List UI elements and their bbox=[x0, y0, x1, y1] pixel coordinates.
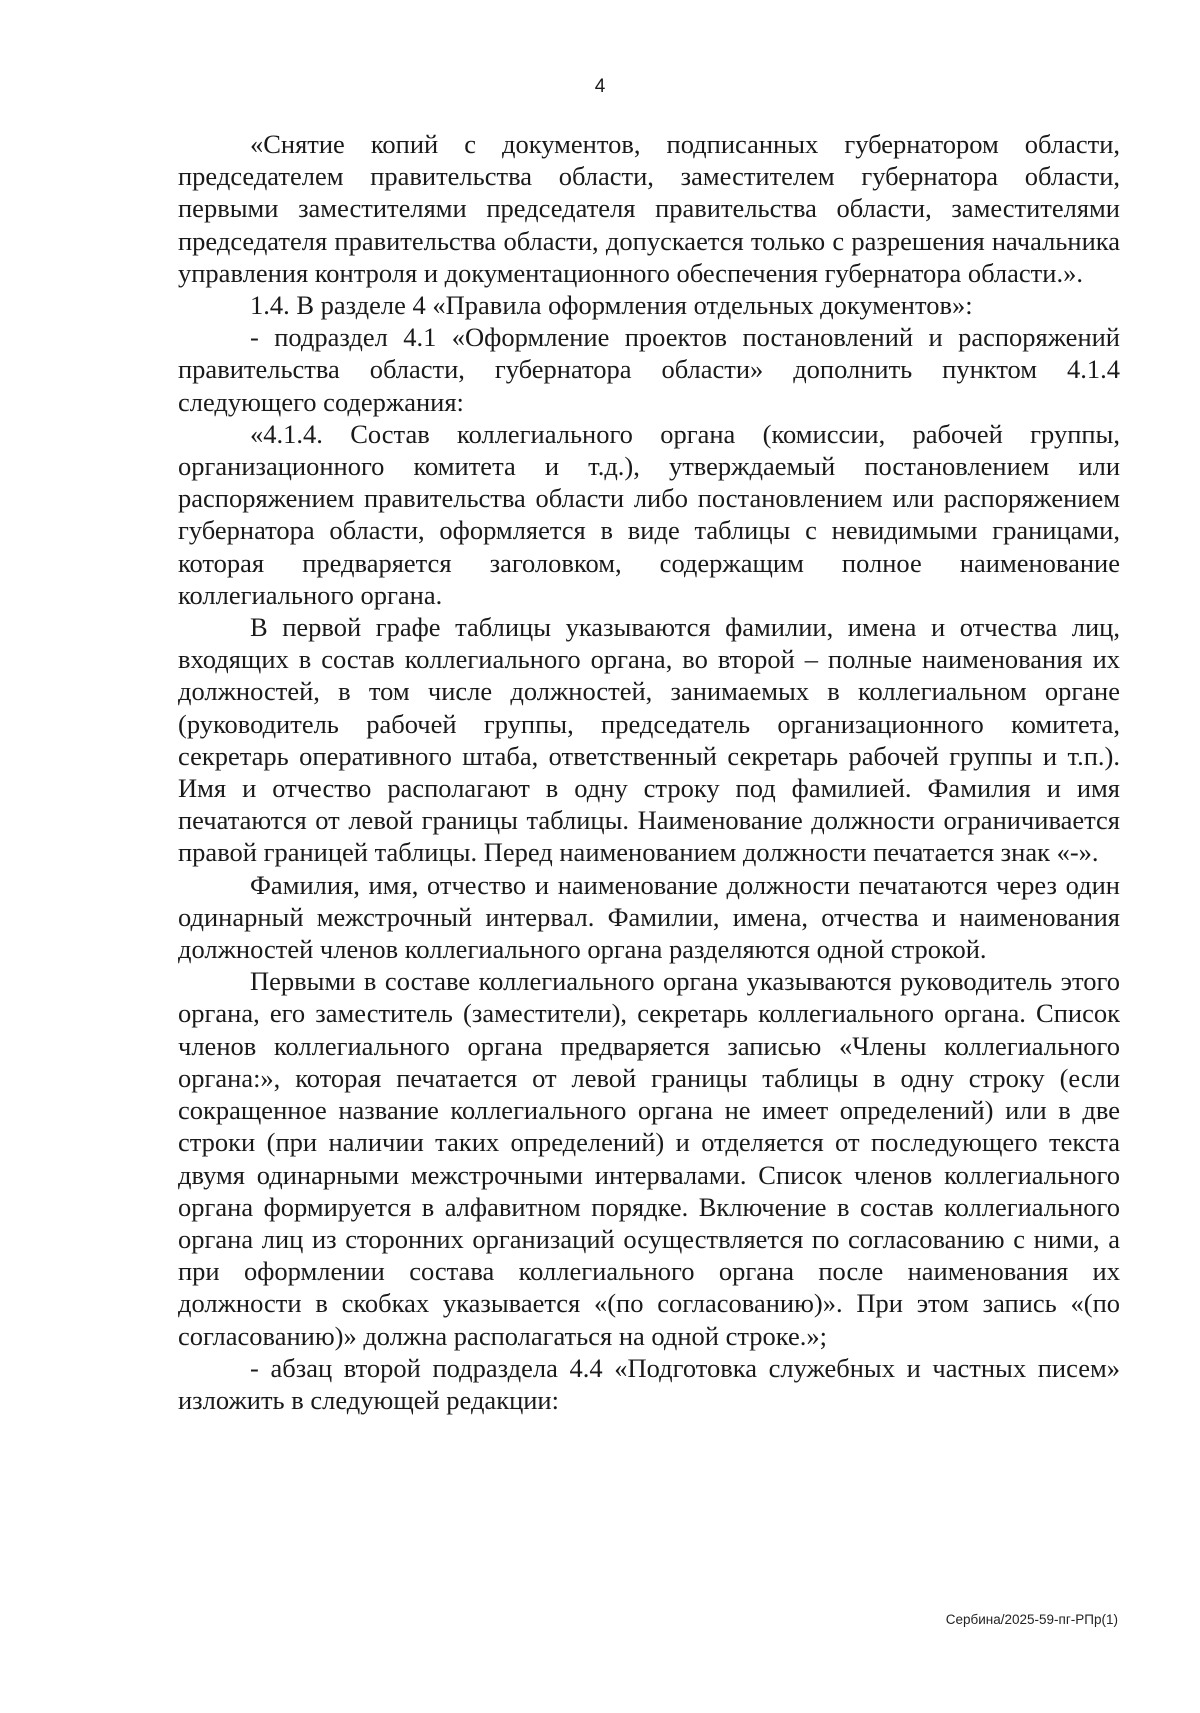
document-code: Сербина/2025-59-пг-РПр(1) bbox=[945, 1612, 1118, 1627]
paragraph: Первыми в составе коллегиального органа указываются руководитель этого органа, его заместитель (заместители), секретарь коллегиального органа. Список членов коллегиального органа предваряется записью «Члены коллегиального органа:», которая печатается от левой границы таблицы в одну строку (если сокращенное название коллегиального органа не имеет определений) или в две строки (при наличии таких определений) и отделяется от последующего текста двумя одинарными межстрочными интервалами. Список членов коллегиального органа формируется в алфавитном порядке. Включение в состав коллегиального органа лиц из сторонних организаций осуществляется по согласованию с ними, а при оформлении состава коллегиального органа после наименования их должности в скобках указывается «(по согласованию)». При этом запись «(по согласованию)» должна располагаться на одной строке.»; bbox=[178, 966, 1120, 1351]
paragraph: Фамилия, имя, отчество и наименование должности печатаются через один одинарный межстрочный интервал. Фамилии, имена, отчества и наименования должностей членов коллегиального органа разделяются одной строкой. bbox=[178, 869, 1120, 965]
paragraph: В первой графе таблицы указываются фамилии, имена и отчества лиц, входящих в состав коллегиального органа, во второй – полные наименования их должностей, в том числе должностей, занимаемых в коллегиальном органе (руководитель рабочей группы, председатель организационного комитета, секретарь оперативного штаба, ответственный секретарь рабочей группы и т.п.). Имя и отчество располагают в одну строку под фамилией. Фамилия и имя печатаются от левой границы таблицы. Наименование должности ограничивается правой границей таблицы. Перед наименованием должности печатается знак «-». bbox=[178, 612, 1120, 868]
page-number: 4 bbox=[594, 76, 606, 97]
paragraph: - абзац второй подраздела 4.4 «Подготовка служебных и частных писем» изложить в следующей редакции: bbox=[178, 1352, 1120, 1415]
paragraph: 1.4. В разделе 4 «Правила оформления отдельных документов»: bbox=[250, 290, 973, 321]
document-body bbox=[178, 128, 1120, 1416]
paragraph: «4.1.4. Состав коллегиального органа (комиссии, рабочей группы, организационного комитета и т.д.), утверждаемый постановлением или распоряжением правительства области либо постановлением или распоряжением губернатора области, оформляется в виде таблицы с невидимыми границами, которая предваряется заголовком, содержащим полное наименование коллегиального органа. bbox=[178, 418, 1120, 610]
paragraph: - подраздел 4.1 «Оформление проектов постановлений и распоряжений правительства области, губернатора области» дополнить пунктом 4.1.4 следующего содержания: bbox=[178, 322, 1120, 417]
paragraph: «Снятие копий с документов, подписанных губернатором области, председателем правительства области, заместителем губернатора области, первыми заместителями председателя правительства области, заместителями председателя правительства области, допускается только с разрешения начальника управления контроля и документационного обеспечения губернатора области.». bbox=[178, 129, 1120, 288]
